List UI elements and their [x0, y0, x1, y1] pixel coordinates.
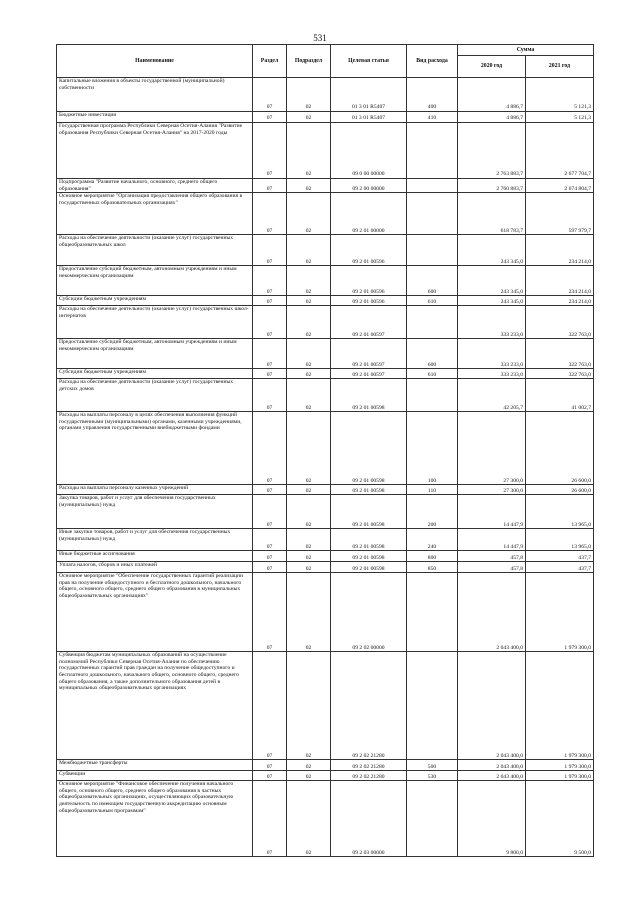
- table-row: [57, 266, 594, 296]
- row-sum-2020-cell: 14 447,9: [458, 495, 526, 529]
- row-sum-2021-cell: 5 121,3: [526, 112, 594, 123]
- row-sum-2021-cell: 322 763,0: [526, 369, 594, 379]
- header-sum: Сумма: [458, 45, 594, 56]
- row-subsection-cell: 02: [287, 193, 331, 235]
- table-row: [57, 771, 594, 781]
- row-name-cell: Расходы на обеспечение деятельности (оказание услуг) государственных детских домов: [57, 379, 253, 412]
- row-sum-2021-cell: 9 500,0: [526, 781, 594, 857]
- row-article-cell: 09 2 01 00596: [331, 296, 407, 306]
- row-article-cell: 09 2 01 00596: [331, 235, 407, 266]
- row-section-cell: 07: [253, 529, 287, 551]
- row-article-cell: 09 2 01 00598: [331, 412, 407, 485]
- row-section-cell: 07: [253, 495, 287, 529]
- row-section-cell: 07: [253, 112, 287, 123]
- table-row: [57, 781, 594, 857]
- table-body: [57, 78, 594, 857]
- row-expense-type-cell: 600: [407, 339, 458, 369]
- header-target-article: Целевая статья: [331, 45, 407, 78]
- table-row: [57, 652, 594, 760]
- row-expense-type-cell: 410: [407, 112, 458, 123]
- row-section-cell: 07: [253, 771, 287, 781]
- row-section-cell: 07: [253, 339, 287, 369]
- row-sum-2020-cell: 27 300,0: [458, 485, 526, 495]
- row-sum-2020-cell: 333 233,0: [458, 339, 526, 369]
- row-sum-2021-cell: 13 965,0: [526, 495, 594, 529]
- row-sum-2020-cell: 333 233,0: [458, 369, 526, 379]
- row-sum-2020-cell: 457,8: [458, 562, 526, 573]
- row-section-cell: 07: [253, 296, 287, 306]
- table-header: [57, 45, 594, 78]
- row-sum-2020-cell: 2 043 400,0: [458, 760, 526, 771]
- row-subsection-cell: 02: [287, 339, 331, 369]
- row-sum-2021-cell: 41 002,7: [526, 379, 594, 412]
- row-name-cell: Подпрограмма "Развитие начального, основного, среднего общего образования": [57, 179, 253, 193]
- row-sum-2020-cell: 618 783,7: [458, 193, 526, 235]
- row-name-cell: Межбюджетные трансферты: [57, 760, 253, 771]
- row-subsection-cell: 02: [287, 529, 331, 551]
- header-section: Раздел: [253, 45, 287, 78]
- row-name-cell: Капитальные вложения в объекты государственной (муниципальной) собственности: [57, 78, 253, 112]
- row-subsection-cell: 02: [287, 562, 331, 573]
- table-row: [57, 179, 594, 193]
- row-article-cell: 09 2 01 00597: [331, 339, 407, 369]
- budget-table: [56, 44, 594, 857]
- table-row: [57, 562, 594, 573]
- row-sum-2020-cell: 2 763 883,7: [458, 123, 526, 179]
- table-row: [57, 78, 594, 112]
- row-article-cell: 09 0 00 00000: [331, 123, 407, 179]
- row-subsection-cell: 02: [287, 771, 331, 781]
- row-expense-type-cell: 610: [407, 369, 458, 379]
- row-article-cell: 09 2 01 00597: [331, 369, 407, 379]
- table-row: [57, 495, 594, 529]
- row-expense-type-cell: 800: [407, 551, 458, 562]
- row-sum-2021-cell: 234 214,0: [526, 235, 594, 266]
- row-sum-2021-cell: 597 979,7: [526, 193, 594, 235]
- row-article-cell: 09 2 00 00000: [331, 179, 407, 193]
- row-expense-type-cell: 530: [407, 771, 458, 781]
- page-number: 531: [313, 33, 327, 43]
- row-sum-2020-cell: 243 345,0: [458, 266, 526, 296]
- row-expense-type-cell: 610: [407, 296, 458, 306]
- row-sum-2021-cell: 322 763,0: [526, 339, 594, 369]
- row-name-cell: Субсидии бюджетным учреждениям: [57, 369, 253, 379]
- row-sum-2021-cell: 26 600,0: [526, 412, 594, 485]
- row-sum-2021-cell: 2 674 804,7: [526, 179, 594, 193]
- row-sum-2021-cell: 2 677 704,7: [526, 123, 594, 179]
- row-sum-2020-cell: 2 043 400,0: [458, 573, 526, 652]
- table-row: [57, 369, 594, 379]
- table-row: [57, 412, 594, 485]
- row-subsection-cell: 02: [287, 266, 331, 296]
- table-row: [57, 529, 594, 551]
- row-sum-2021-cell: 1 979 300,0: [526, 652, 594, 760]
- table-row: [57, 235, 594, 266]
- row-subsection-cell: 02: [287, 379, 331, 412]
- row-subsection-cell: 02: [287, 179, 331, 193]
- row-expense-type-cell: 240: [407, 529, 458, 551]
- row-name-cell: Расходы на выплаты персоналу казенных учреждений: [57, 485, 253, 495]
- row-sum-2020-cell: 2 043 400,0: [458, 771, 526, 781]
- row-sum-2021-cell: 437,7: [526, 562, 594, 573]
- row-section-cell: 07: [253, 652, 287, 760]
- row-expense-type-cell: 400: [407, 78, 458, 112]
- row-section-cell: 07: [253, 760, 287, 771]
- table-row: [57, 485, 594, 495]
- table-row: [57, 193, 594, 235]
- row-subsection-cell: 02: [287, 551, 331, 562]
- row-article-cell: 09 2 01 00598: [331, 551, 407, 562]
- row-subsection-cell: 02: [287, 369, 331, 379]
- row-section-cell: 07: [253, 485, 287, 495]
- header-subsection: Подраздел: [287, 45, 331, 78]
- row-name-cell: Основное мероприятие "Финансовое обеспечение получения начального общего, основного общего, среднего общего образования в частных общеобразовательных организациях, осуществляющих образовательную деятельность по имеющим государственную аккредитацию основным общеобразовательным программам": [57, 781, 253, 857]
- row-name-cell: Субсидии бюджетным учреждениям: [57, 296, 253, 306]
- row-article-cell: 09 2 01 00596: [331, 266, 407, 296]
- row-subsection-cell: 02: [287, 652, 331, 760]
- row-sum-2020-cell: 243 345,0: [458, 296, 526, 306]
- header-year-2021: 2021 год: [526, 56, 594, 78]
- table-row: [57, 760, 594, 771]
- row-section-cell: 07: [253, 123, 287, 179]
- row-article-cell: 09 2 01 00598: [331, 529, 407, 551]
- row-sum-2021-cell: 13 965,0: [526, 529, 594, 551]
- row-article-cell: 09 2 02 21280: [331, 760, 407, 771]
- row-sum-2020-cell: 4 886,7: [458, 78, 526, 112]
- row-expense-type-cell: [407, 652, 458, 760]
- row-subsection-cell: 02: [287, 296, 331, 306]
- row-sum-2020-cell: 2 043 400,0: [458, 652, 526, 760]
- row-subsection-cell: 02: [287, 112, 331, 123]
- header-expense-type: Вид расхода: [407, 45, 458, 78]
- row-sum-2020-cell: 14 447,9: [458, 529, 526, 551]
- row-article-cell: 01 3 01 R5407: [331, 112, 407, 123]
- row-sum-2021-cell: 234 214,0: [526, 296, 594, 306]
- table-row: [57, 573, 594, 652]
- row-expense-type-cell: [407, 379, 458, 412]
- row-name-cell: Субвенции: [57, 771, 253, 781]
- row-sum-2020-cell: 4 886,7: [458, 112, 526, 123]
- row-sum-2021-cell: 5 121,3: [526, 78, 594, 112]
- row-section-cell: 07: [253, 379, 287, 412]
- row-subsection-cell: 02: [287, 123, 331, 179]
- table-row: [57, 296, 594, 306]
- row-sum-2020-cell: 457,8: [458, 551, 526, 562]
- row-article-cell: 01 3 01 R5407: [331, 78, 407, 112]
- row-subsection-cell: 02: [287, 485, 331, 495]
- row-name-cell: Государственная программа Республики Северная Осетия-Алания "Развитие образования Республики Северная Осетия-Алания" на 2017-2020 годы: [57, 123, 253, 179]
- row-sum-2021-cell: 437,7: [526, 551, 594, 562]
- row-section-cell: 07: [253, 306, 287, 339]
- table-row: [57, 551, 594, 562]
- header-year-2020: 2020 год: [458, 56, 526, 78]
- row-article-cell: 09 2 02 21280: [331, 771, 407, 781]
- row-article-cell: 09 2 03 00000: [331, 781, 407, 857]
- row-name-cell: Расходы на выплаты персоналу в целях обеспечения выполнения функций государственными (муниципальными) органами, казенными учреждениями, органами управления государственными внебюджетными фондами: [57, 412, 253, 485]
- row-name-cell: Бюджетные инвестиции: [57, 112, 253, 123]
- row-subsection-cell: 02: [287, 306, 331, 339]
- row-article-cell: 09 2 02 21280: [331, 652, 407, 760]
- row-section-cell: 07: [253, 78, 287, 112]
- row-sum-2021-cell: 1 979 300,0: [526, 573, 594, 652]
- row-name-cell: Иные бюджетные ассигнования: [57, 551, 253, 562]
- row-name-cell: Предоставление субсидий бюджетным, автономным учреждениям и иным некоммерческим организациям: [57, 339, 253, 369]
- row-name-cell: Субвенция бюджетам муниципальных образований на осуществление полномочий Республики Северная Осетия-Алания по обеспечению государственных гарантий прав граждан на получение общедоступного и бесплатного дошкольного, начального общего, основного общего, среднего общего образования, а также дополнительного образования детей в муниципальных общеобразовательных организациях: [57, 652, 253, 760]
- row-section-cell: 07: [253, 781, 287, 857]
- row-sum-2020-cell: 243 345,0: [458, 235, 526, 266]
- row-expense-type-cell: 200: [407, 495, 458, 529]
- row-name-cell: Основное мероприятие "Организация предоставления общего образования в государственных образовательных организациях": [57, 193, 253, 235]
- row-expense-type-cell: [407, 781, 458, 857]
- row-section-cell: 07: [253, 412, 287, 485]
- row-article-cell: 09 2 01 00597: [331, 306, 407, 339]
- row-expense-type-cell: [407, 123, 458, 179]
- row-name-cell: Уплата налогов, сборов и иных платежей: [57, 562, 253, 573]
- row-name-cell: Расходы на обеспечение деятельности (оказание услуг) государственных школ-интернатов: [57, 306, 253, 339]
- row-article-cell: 09 2 02 00000: [331, 573, 407, 652]
- row-subsection-cell: 02: [287, 412, 331, 485]
- row-expense-type-cell: [407, 179, 458, 193]
- row-sum-2020-cell: 9 800,0: [458, 781, 526, 857]
- row-subsection-cell: 02: [287, 78, 331, 112]
- row-subsection-cell: 02: [287, 495, 331, 529]
- row-expense-type-cell: [407, 306, 458, 339]
- table-row: [57, 379, 594, 412]
- row-section-cell: 07: [253, 266, 287, 296]
- row-section-cell: 07: [253, 179, 287, 193]
- row-subsection-cell: 02: [287, 573, 331, 652]
- row-sum-2021-cell: 234 214,0: [526, 266, 594, 296]
- row-sum-2021-cell: 1 979 300,0: [526, 771, 594, 781]
- row-article-cell: 09 2 01 00598: [331, 495, 407, 529]
- row-sum-2020-cell: 2 760 883,7: [458, 179, 526, 193]
- row-sum-2021-cell: 26 600,0: [526, 485, 594, 495]
- row-article-cell: 09 2 01 00598: [331, 562, 407, 573]
- row-name-cell: Предоставление субсидий бюджетным, автономным учреждениям и иным некоммерческим организациям: [57, 266, 253, 296]
- row-sum-2020-cell: 42 205,7: [458, 379, 526, 412]
- row-section-cell: 07: [253, 573, 287, 652]
- row-sum-2020-cell: 27 300,0: [458, 412, 526, 485]
- row-sum-2020-cell: 333 233,0: [458, 306, 526, 339]
- row-expense-type-cell: 110: [407, 485, 458, 495]
- row-subsection-cell: 02: [287, 235, 331, 266]
- row-section-cell: 07: [253, 193, 287, 235]
- row-sum-2021-cell: 1 979 300,0: [526, 760, 594, 771]
- row-section-cell: 07: [253, 235, 287, 266]
- row-expense-type-cell: 600: [407, 266, 458, 296]
- row-section-cell: 07: [253, 551, 287, 562]
- table-row: [57, 123, 594, 179]
- row-section-cell: 07: [253, 562, 287, 573]
- table-row: [57, 306, 594, 339]
- table-row: [57, 112, 594, 123]
- row-name-cell: Закупка товаров, работ и услуг для обеспечения государственных (муниципальных) нужд: [57, 495, 253, 529]
- row-expense-type-cell: 850: [407, 562, 458, 573]
- row-expense-type-cell: 500: [407, 760, 458, 771]
- row-sum-2021-cell: 322 763,0: [526, 306, 594, 339]
- row-name-cell: Расходы на обеспечение деятельности (оказание услуг) государственных общеобразовательных школ: [57, 235, 253, 266]
- row-expense-type-cell: 100: [407, 412, 458, 485]
- row-expense-type-cell: [407, 573, 458, 652]
- table-row: [57, 339, 594, 369]
- row-name-cell: Основное мероприятие "Обеспечение государственных гарантий реализации прав на получение общедоступного и бесплатного дошкольного, начального общего, основного общего, среднего общего образования в муниципальных общеобразовательных организациях": [57, 573, 253, 652]
- row-expense-type-cell: [407, 193, 458, 235]
- row-expense-type-cell: [407, 235, 458, 266]
- row-subsection-cell: 02: [287, 760, 331, 771]
- row-section-cell: 07: [253, 369, 287, 379]
- row-article-cell: 09 2 01 00000: [331, 193, 407, 235]
- row-name-cell: Иные закупки товаров, работ и услуг для обеспечения государственных (муниципальных) нужд: [57, 529, 253, 551]
- row-article-cell: 09 2 01 00598: [331, 379, 407, 412]
- header-name: Наименование: [57, 45, 253, 78]
- row-subsection-cell: 02: [287, 781, 331, 857]
- row-article-cell: 09 2 01 00598: [331, 485, 407, 495]
